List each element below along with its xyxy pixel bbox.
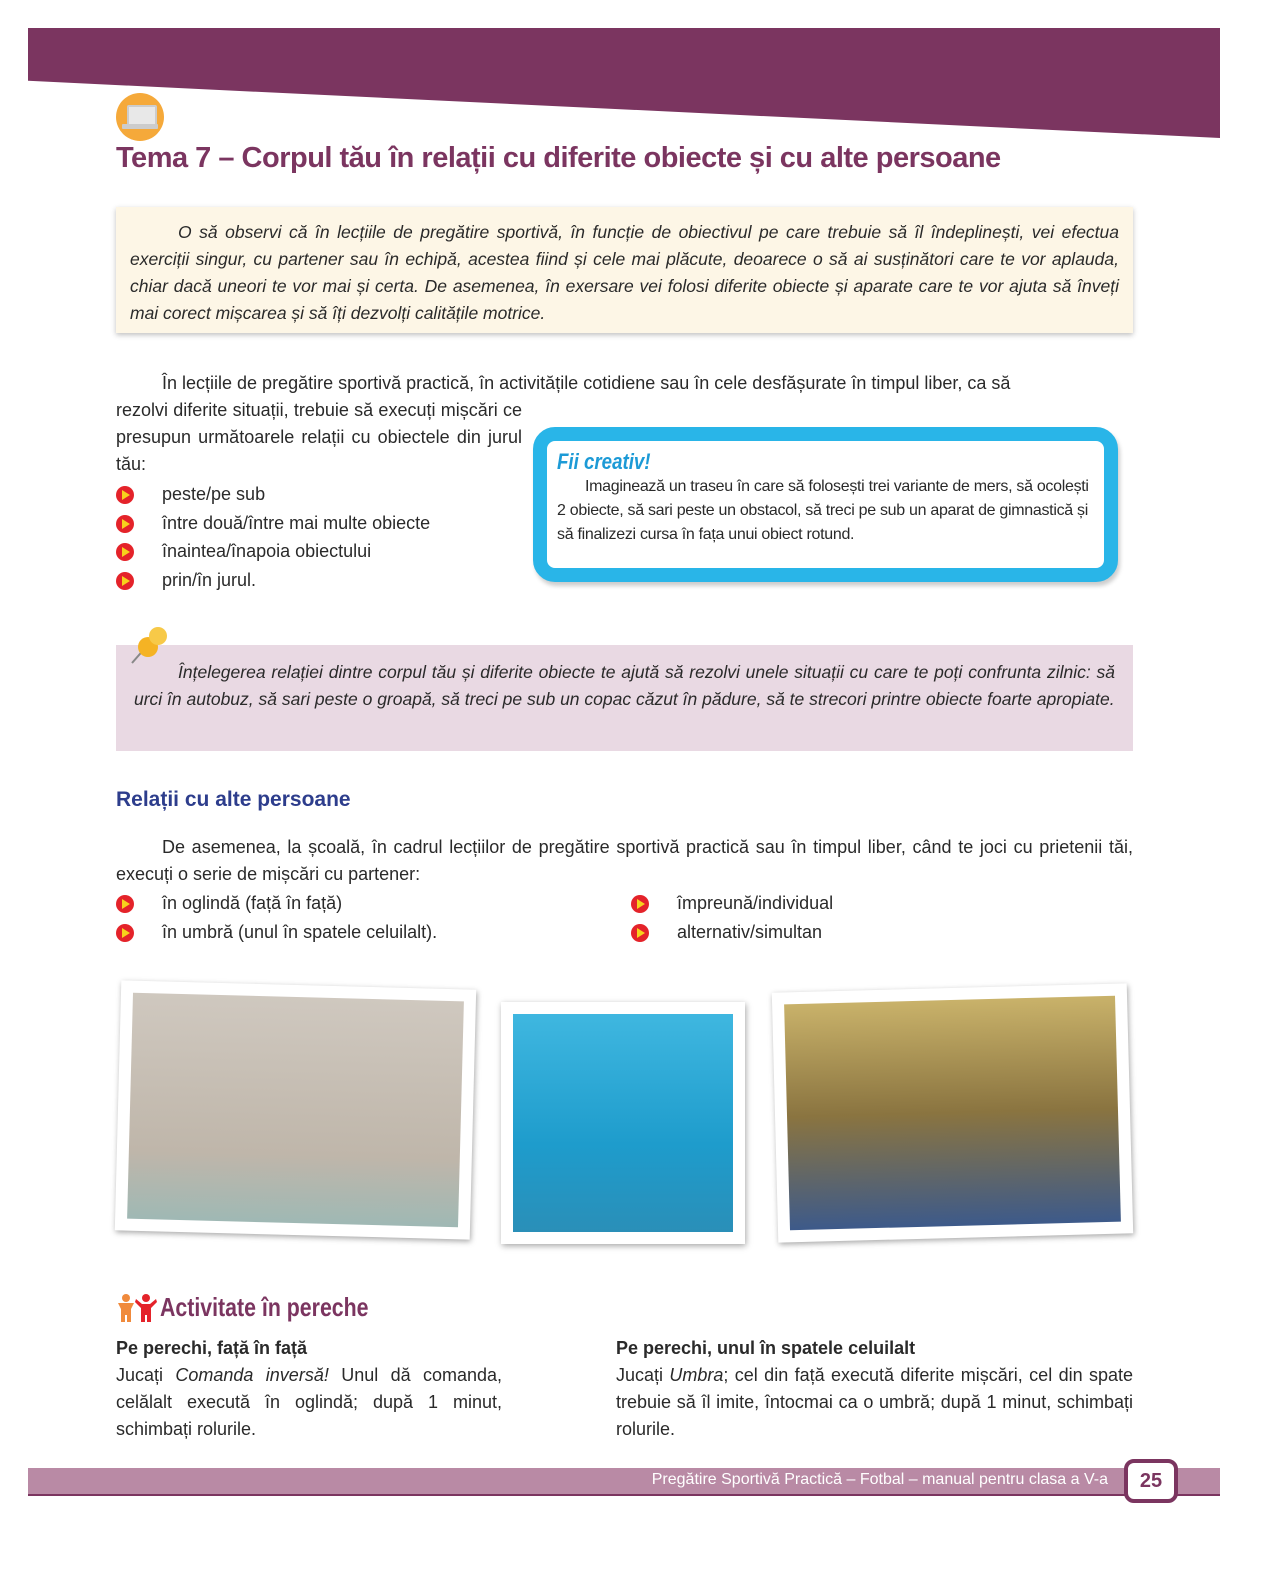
list-item-text: între două/între mai multe obiecte	[162, 512, 431, 533]
activity-heading: Pe perechi, unul în spatele celuilalt	[616, 1338, 916, 1358]
bullet-icon	[116, 895, 134, 913]
activity-text: ; cel din față execută diferite mișcări, cel din spate trebuie să îl imite, întocmai ca o umbră; după 1 minut, schimbați rolurile.	[616, 1365, 1133, 1439]
activity-text: Jucați	[616, 1365, 670, 1385]
partner-list-right	[631, 889, 833, 946]
activity-text: Unul dă comanda, celălalt execută în oglindă; după 1 minut, schimbați rolurile.	[116, 1365, 502, 1439]
list-item-text: peste/pe sub	[162, 484, 266, 504]
list-item	[116, 509, 430, 538]
paragraph-relations: rezolvi diferite situații, trebuie să execuți mișcări ce presupun următoarele relații cu obiectele din jurul tău:	[116, 400, 522, 474]
list-item-text: împreună/individual	[677, 893, 834, 913]
page-title: Tema 7 – Corpul tău în relații cu diferite obiecte și cu alte persoane	[116, 142, 1001, 174]
bullet-icon	[116, 486, 134, 504]
bullet-icon	[116, 924, 134, 942]
game-name: Comanda inversă!	[175, 1365, 329, 1385]
bullet-icon	[116, 543, 134, 561]
page-number: 25	[1124, 1459, 1178, 1503]
photo-synchronized-swimming	[501, 1002, 745, 1244]
photo-volleyball	[772, 983, 1133, 1242]
paragraph-persons: De asemenea, la școală, în cadrul lecțiilor de pregătire sportivă practică sau în timpul liber, când te joci cu prietenii tăi, execuți o serie de mișcări cu partener:	[116, 837, 1133, 884]
creative-title: Fii creativ!	[557, 449, 651, 474]
note-box: Înțelegerea relației dintre corpul tău și diferite obiecte te ajută să rezolvi unele situații cu care te poți confrunta zilnic: să urci în autobuz, să sari peste o groapă, să treci pe sub un copac căzut în pădure, să te strecori printre obiecte foarte apropiate.	[116, 645, 1133, 751]
activity-left	[116, 1335, 502, 1443]
list-item-text: alternativ/simultan	[677, 921, 823, 942]
laptop-icon	[116, 93, 164, 141]
creative-text: Imaginează un traseu în care să folosești trei variante de mers, să ocolești 2 obiecte, să sari peste un obstacol, să treci pe sub un aparat de gimnastică și să finalizezi cursa în fața unui obiect rotund.	[557, 478, 1089, 543]
activity-right	[616, 1335, 1133, 1443]
footer-band	[28, 1468, 1220, 1496]
list-item	[116, 918, 437, 947]
footer-text: Pregătire Sportivă Practică – Fotbal – manual pentru clasa a V-a	[651, 1471, 1108, 1488]
list-item	[116, 537, 430, 566]
bullet-icon	[116, 515, 134, 533]
partner-list-left	[116, 889, 437, 946]
header-band	[28, 28, 1220, 138]
list-item	[116, 889, 437, 918]
relations-list	[116, 480, 430, 594]
list-item-text: în umbră (unul în spatele celuilalt).	[162, 921, 438, 942]
list-item	[631, 918, 833, 947]
list-item	[116, 480, 430, 509]
list-item	[116, 566, 430, 595]
activity-title	[116, 1292, 414, 1323]
bullet-icon	[631, 895, 649, 913]
list-item-text: prin/în jurul.	[162, 569, 257, 590]
creative-box	[533, 427, 1118, 582]
pushpin-icon	[128, 625, 168, 665]
intro-box: O să observi că în lecțiile de pregătire sportivă, în funcție de obiectivul pe care trebuie să îl îndeplinești, vei efectua exerciții singur, cu partener sau în echipă, acestea fiind și cele mai plăcute, deoarece o să ai susținători care te vor aplauda, chiar dacă uneori te vor mai și certa. De asemenea, în exersare vei folosi diferite obiecte și aparate care te vor ajuta să înveți mai corect mișcarea și să îți dezvolți calitățile motrice.	[116, 207, 1133, 333]
pair-people-icon	[116, 1293, 160, 1323]
section-heading: Relații cu alte persoane	[116, 788, 351, 811]
bullet-icon	[116, 572, 134, 590]
game-name: Umbra	[669, 1365, 724, 1385]
activity-heading: Pe perechi, față în față	[116, 1338, 308, 1358]
paragraph-intro: În lecțiile de pregătire sportivă practică, în activitățile cotidiene sau în cele desfășurate în timpul liber, ca să	[162, 373, 1011, 393]
bullet-icon	[631, 924, 649, 942]
activity-title-text: Activitate în pereche	[160, 1292, 369, 1322]
list-item-text: înaintea/înapoia obiectului	[162, 541, 372, 561]
list-item-text: în oglindă (față în față)	[162, 893, 343, 913]
list-item	[631, 889, 833, 918]
photo-mirror-exercise	[115, 980, 476, 1239]
activity-text: Jucați	[116, 1365, 176, 1385]
